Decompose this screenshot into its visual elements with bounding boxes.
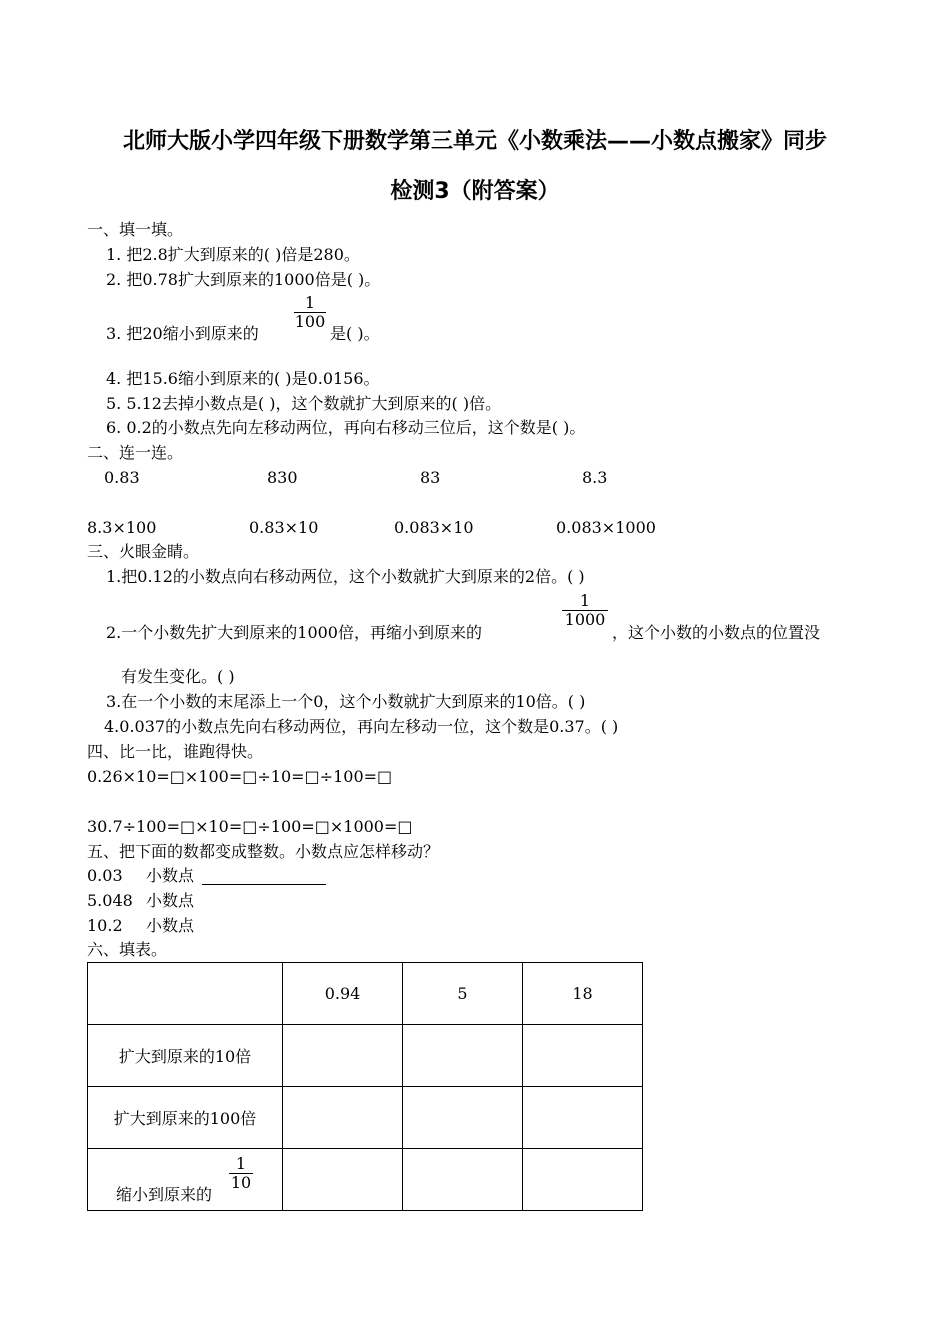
- s1-question-3-prefix: 3. 把20缩小到原来的: [106, 324, 259, 343]
- answer-cell[interactable]: [523, 1149, 643, 1211]
- fill-in-table: [87, 962, 643, 1211]
- s1-question-2: 2. 把0.78扩大到原来的1000倍是( )。: [106, 270, 381, 289]
- answer-cell[interactable]: [403, 1149, 523, 1211]
- decimal-point-label: 小数点: [146, 891, 195, 910]
- fraction-numerator: 1: [235, 1154, 247, 1173]
- table-header-cell: 5: [403, 963, 523, 1025]
- s3-q2-fraction: [562, 592, 608, 629]
- answer-cell[interactable]: [283, 1087, 403, 1149]
- table-header-cell: 0.94: [283, 963, 403, 1025]
- answer-blank-line[interactable]: [202, 884, 326, 885]
- s3-question-1: 1.把0.12的小数点向右移动两位，这个小数就扩大到原来的2倍。( ): [106, 567, 585, 586]
- match-top-item: 83: [420, 468, 441, 487]
- section5-heading: 五、把下面的数都变成整数。小数点应怎样移动？: [87, 842, 440, 861]
- s3-question-2-prefix: 2.一个小数先扩大到原来的1000倍，再缩小到原来的: [106, 623, 482, 642]
- answer-cell[interactable]: [403, 1087, 523, 1149]
- section2-heading: 二、连一连。: [87, 443, 184, 462]
- row-label-text: 缩小到原来的: [116, 1185, 213, 1204]
- row-label: 扩大到原来的10倍: [88, 1025, 283, 1087]
- match-bottom-item: 0.083×10: [394, 518, 474, 537]
- decimal-point-label: 小数点: [146, 916, 195, 935]
- table-row: [88, 1149, 643, 1211]
- s3-question-4: 4.0.037的小数点先向右移动两位，再向左移动一位，这个数是0.37。( ): [104, 717, 619, 736]
- row-label: [88, 1149, 283, 1211]
- table-header-row: [88, 963, 643, 1025]
- compare-row-1: 0.26×10=□×100=□÷10=□÷100=□: [87, 767, 393, 786]
- section6-heading: 六、填表。: [87, 940, 168, 959]
- section1-heading: 一、填一填。: [87, 220, 184, 239]
- table-row: [88, 1025, 643, 1087]
- s1-question-5: 5. 5.12去掉小数点是( )，这个数就扩大到原来的( )倍。: [106, 394, 502, 413]
- answer-cell[interactable]: [523, 1087, 643, 1149]
- s3-question-2-continued: 有发生变化。( ): [121, 667, 235, 686]
- match-bottom-item: 0.083×1000: [556, 518, 656, 537]
- fraction-denominator: 100: [294, 312, 326, 331]
- section3-heading: 三、火眼金睛。: [87, 542, 200, 561]
- match-top-item: 8.3: [582, 468, 608, 487]
- fraction-numerator: 1: [579, 591, 591, 610]
- table-row: [88, 1087, 643, 1149]
- table-header-cell: 18: [523, 963, 643, 1025]
- s3-question-3: 3.在一个小数的末尾添上一个0，这个小数就扩大到原来的10倍。( ): [106, 692, 586, 711]
- match-top-item: 830: [267, 468, 298, 487]
- document-title-line2: 检测3（附答案）: [390, 179, 560, 204]
- s1-question-6: 6. 0.2的小数点先向左移动两位，再向右移动三位后，这个数是( )。: [106, 418, 586, 437]
- decimal-number: 0.03: [87, 866, 123, 885]
- compare-row-2: 30.7÷100=□×10=□÷100=□×1000=□: [87, 817, 413, 836]
- table-corner-cell: [88, 963, 283, 1025]
- match-bottom-item: 0.83×10: [249, 518, 319, 537]
- s1-question-1: 1. 把2.8扩大到原来的( )倍是280。: [106, 245, 360, 264]
- decimal-point-label: 小数点: [146, 866, 195, 885]
- fraction-denominator: 1000: [564, 610, 606, 629]
- row-label: 扩大到原来的100倍: [88, 1087, 283, 1149]
- decimal-number: 5.048: [87, 891, 133, 910]
- fraction-denominator: 10: [230, 1173, 252, 1192]
- match-bottom-item: 8.3×100: [87, 518, 157, 537]
- s1-question-4: 4. 把15.6缩小到原来的( )是0.0156。: [106, 369, 380, 388]
- answer-cell[interactable]: [523, 1025, 643, 1087]
- row-label-fraction: [229, 1155, 253, 1192]
- answer-cell[interactable]: [403, 1025, 523, 1087]
- s1-question-3-suffix: 是( )。: [330, 324, 380, 343]
- s1-q3-fraction: [294, 294, 326, 331]
- document-title-line1: 北师大版小学四年级下册数学第三单元《小数乘法——小数点搬家》同步: [122, 129, 827, 154]
- answer-cell[interactable]: [283, 1025, 403, 1087]
- s3-question-2-suffix: ，这个小数的小数点的位置没: [612, 623, 821, 642]
- section4-heading: 四、比一比，谁跑得快。: [87, 742, 264, 761]
- decimal-number: 10.2: [87, 916, 123, 935]
- match-top-item: 0.83: [104, 468, 140, 487]
- fraction-numerator: 1: [304, 293, 316, 312]
- answer-cell[interactable]: [283, 1149, 403, 1211]
